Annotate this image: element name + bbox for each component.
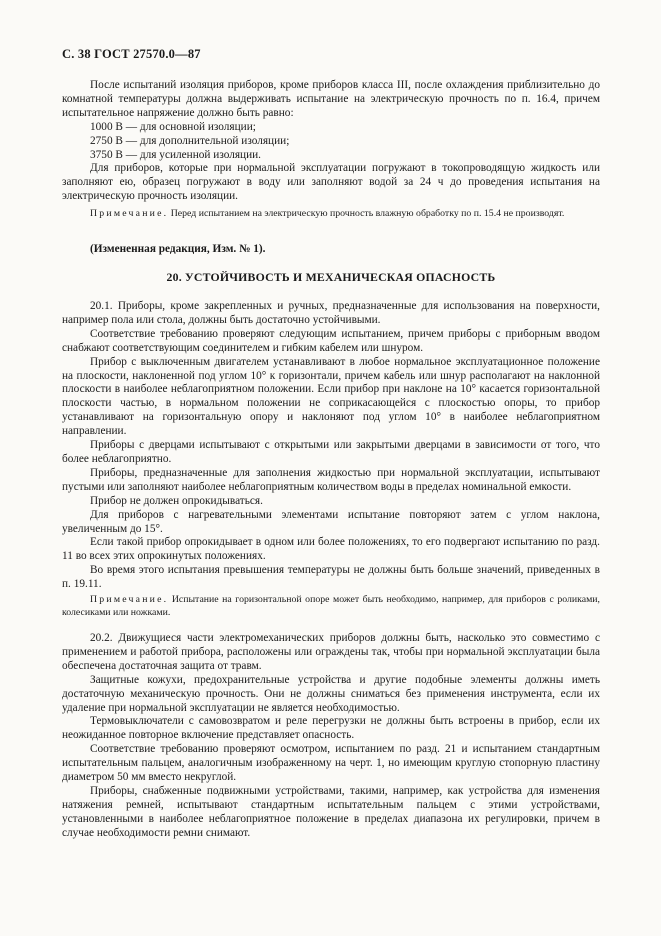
paragraph-block-stability	[62, 300, 600, 592]
note-moisture	[62, 208, 600, 221]
paragraph: Приборы, предназначенные для заполнения жидкостью при нормальной эксплуатации, испытывают пустыми или заполняют наиболее неблагоприятным количеством воды в пределах номинальной емкости.	[62, 466, 600, 493]
paragraph: Для приборов, которые при нормальной эксплуатации погружают в токопроводящую жидкость или заполняют ею, образец погружают в воду или заполняют водой за 24 ч до проведения испытания на электрическую прочность изоляции.	[62, 162, 600, 203]
section-title: 20. УСТОЙЧИВОСТЬ И МЕХАНИЧЕСКАЯ ОПАСНОСТЬ	[166, 270, 496, 284]
paragraph: Защитные кожухи, предохранительные устройства и другие подобные элементы должны иметь достаточную механическую прочность. Они не должны сниматься без применения инструмента, если их удаление при нормальной эксплуатации не является необходимостью.	[62, 673, 600, 714]
paragraph: Прибор не должен опрокидываться.	[90, 494, 263, 507]
paragraph: Приборы, снабженные подвижными устройствами, такими, например, как устройства для изменения натяжения ремней, испытывают стандартным испытательным пальцем с этими устройствами, установленными в наиболее неблагоприятное положение в пределах диапазона их регулировки, причем в случае необходимости ремни снимают.	[62, 784, 600, 839]
paragraph: 3750 В — для усиленной изоляции.	[90, 148, 262, 161]
page-header: С. 38 ГОСТ 27570.0—87	[62, 47, 201, 61]
note-text: Перед испытанием на электрическую прочность влажную обработку по п. 15.4 не производят.	[168, 208, 565, 219]
paragraph: Если такой прибор опрокидывает в одном или более положениях, то его подвергают испытанию по разд. 11 во всех этих опрокинутых положениях.	[62, 536, 600, 563]
paragraph: Термовыключатели с самовозвратом и реле перегрузки не должны быть встроены в прибор, если их неожиданное повторное включение представляет опасность.	[62, 715, 600, 742]
paragraph: 1000 В — для основной изоляции;	[90, 120, 256, 133]
paragraph-block-moving-parts	[62, 632, 600, 841]
paragraph: 2750 В — для дополнительной изоляции;	[90, 134, 290, 147]
paragraph: Во время этого испытания превышения температуры не должны быть больше значений, приведенных в п. 19.11.	[62, 564, 600, 591]
paragraph: Прибор с выключенным двигателем устанавливают в любое нормальное эксплуатационное положение на плоскости, наклоненной под углом 10° к горизонтали, причем кабель или шнур располагают на наклонной плоскости в наиболее неблагоприятном положении. Если прибор при наклоне на 10° касается горизонтальной плоскости частью, в нормальном положении не соприкасающейся с плоскостью опоры, то прибор устанавливают на горизонтальную опору и наклоняют под углом 10° в наиболее неблагоприятном направлении.	[62, 355, 600, 438]
amendment-note: (Измененная редакция, Изм. № 1).	[90, 243, 266, 255]
paragraph: Соответствие требованию проверяют осмотром, испытанием по разд. 21 и испытанием стандартным испытательным пальцем, аналогичным изображенному на черт. 1, но имеющим круглую стопорную пластину диаметром 50 мм вместо некруглой.	[62, 743, 600, 784]
paragraph: Приборы с дверцами испытывают с открытыми или закрытыми дверцами в зависимости от того, что более неблагоприятно.	[62, 439, 600, 465]
note-label: Примечание.	[90, 208, 169, 219]
paragraph: Для приборов с нагревательными элементами испытание повторяют затем с углом наклона, увеличенным до 15°.	[62, 508, 600, 535]
note-horizontal-support	[62, 594, 600, 619]
paragraph: 20.1. Приборы, кроме закрепленных и ручных, предназначенные для использования на поверхности, например пола или стола, должны быть достаточно устойчивыми.	[62, 300, 600, 326]
paragraph: Соответствие требованию проверяют следующим испытанием, причем приборы с приборным вводом снабжают соответствующим соединителем и гибким кабелем или шнуром.	[62, 327, 600, 354]
note-text: Испытание на горизонтальной опоре может быть необходимо, например, для приборов с роликами, колесиками или ножками.	[62, 594, 600, 618]
paragraph-block-insulation	[62, 79, 600, 204]
note-label: Примечание.	[90, 594, 169, 605]
paragraph: После испытаний изоляция приборов, кроме приборов класса III, после охлаждения приблизительно до комнатной температуры должна выдерживать испытание на электрическую прочность по п. 16.4, причем испытательное напряжение должно быть равно:	[62, 79, 600, 119]
paragraph: 20.2. Движущиеся части электромеханических приборов должны быть, насколько это совместимо с применением и работой прибора, расположены или ограждены так, чтобы при нормальной эксплуатации была обеспечена достаточная защита от травм.	[62, 632, 600, 672]
